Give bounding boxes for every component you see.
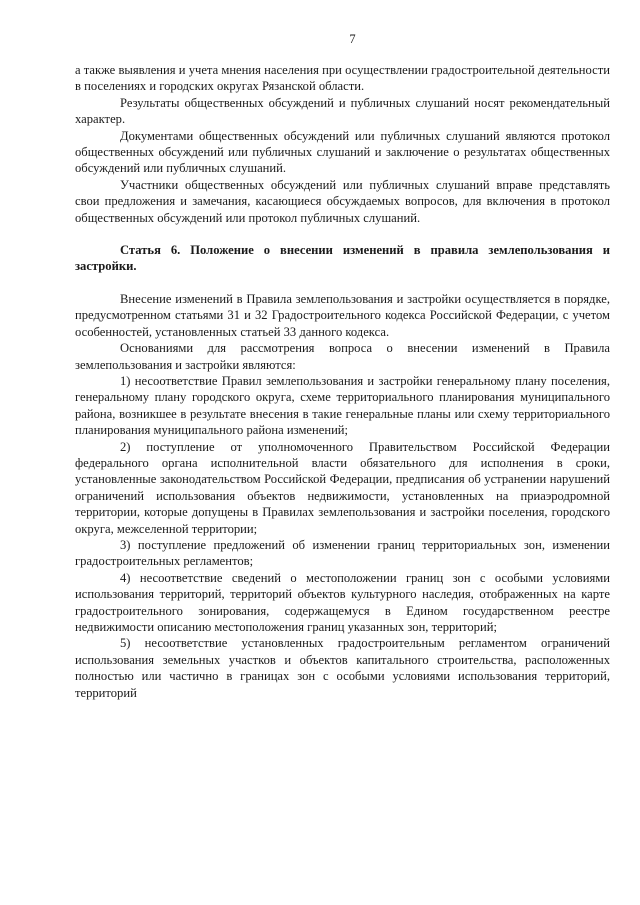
paragraph-continuation: а также выявления и учета мнения населения при осуществлении градостроительной деятельности в поселениях и городских округах Рязанской области.: [75, 63, 610, 94]
paragraph-documents: Документами общественных обсуждений или публичных слушаний являются протокол общественных обсуждений или публичных слушаний и заключение о результатах общественных обсуждений или публичных слушаний.: [75, 128, 610, 176]
paragraph-participants: Участники общественных обсуждений или публичных слушаний вправе представлять свои предложения и замечания, касающиеся обсуждаемых вопросов, для включения в протокол общественных обсуждений или протокол публичных слушаний.: [75, 177, 610, 225]
article-6-heading: Статья 6. Положение о внесении изменений в правила землепользования и застройки.: [75, 243, 610, 274]
page-number: 7: [349, 32, 356, 46]
paragraph-amendment-procedure: Внесение изменений в Правила землепользования и застройки осуществляется в порядке, предусмотренном статьями 31 и 32 Градостроительного кодекса Российской Федерации, с учетом особенностей, установленных статьей 33 данного кодекса.: [75, 291, 610, 339]
list-item-1: 1) несоответствие Правил землепользования и застройки генеральному плану поселения, генеральному плану городского округа, схеме территориального планирования муниципального района, возникшее в результате внесения в такие генеральные планы или схему территориального планирования муниципального района изменений;: [75, 373, 610, 438]
list-item-5: 5) несоответствие установленных градостроительным регламентом ограничений использования земельных участков и объектов капитального строительства, расположенных полностью или частично в границах зон с особыми условиями использования территорий, территорий: [75, 636, 610, 700]
paragraph-grounds-intro: Основаниями для рассмотрения вопроса о внесении изменений в Правила землепользования и застройки являются:: [75, 341, 610, 372]
document-body: [75, 62, 610, 701]
list-item-2: 2) поступление от уполномоченного Правительством Российской Федерации федерального органа исполнительной власти обязательного для исполнения в сроки, установленные законодательством Российской Федерации, предписания об устранении нарушений ограничений использования объектов недвижимости, установленных на приаэродромной территории, которые допущены в Правилах землепользования и застройки поселения, городского округа, межселенной территории;: [75, 439, 610, 536]
paragraph-results-nature: Результаты общественных обсуждений и публичных слушаний носят рекомендательный характер.: [75, 95, 610, 127]
list-item-4: 4) несоответствие сведений о местоположении границ зон с особыми условиями использования территорий, территорий объектов культурного наследия, отображенных на карте градостроительного зонирования, содержащемуся в Едином государственном реестре недвижимости описанию местоположения границ указанных зон, территорий;: [75, 570, 610, 634]
list-item-3: 3) поступление предложений об изменении границ территориальных зон, изменении градостроительных регламентов;: [75, 537, 610, 569]
